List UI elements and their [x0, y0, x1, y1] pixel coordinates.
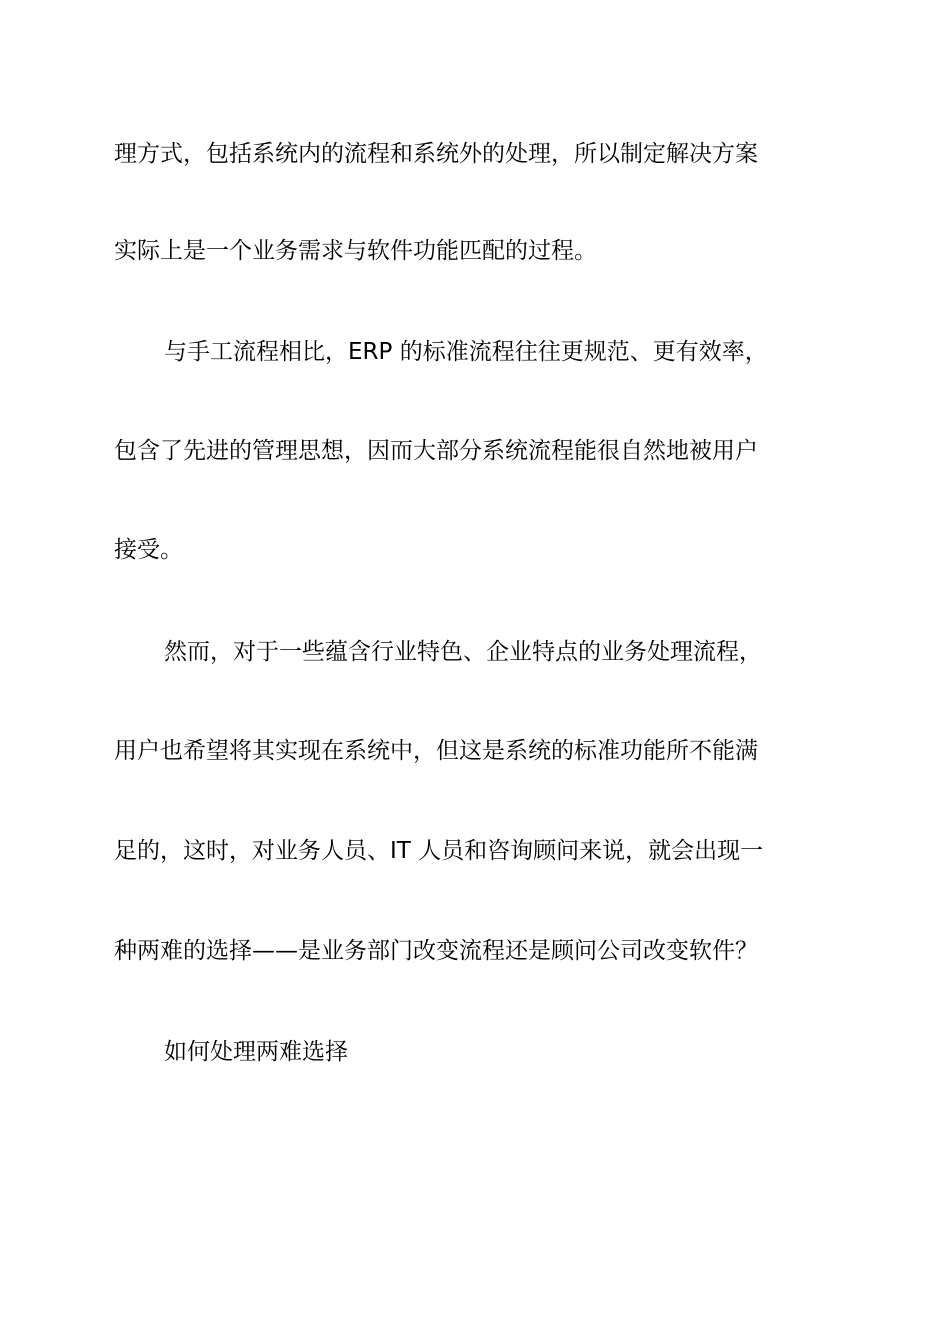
- paragraph-line: 包含了先进的管理思想，因而大部分系统流程能很自然地被用户: [114, 438, 758, 464]
- paragraph-line: 用户也希望将其实现在系统中，但这是系统的标准功能所不能满: [114, 738, 758, 764]
- paragraph-line: 理方式，包括系统内的流程和系统外的处理，所以制定解决方案: [114, 141, 758, 167]
- paragraph-line: 与手工流程相比，ERP 的标准流程往往更规范、更有效率，: [164, 339, 768, 365]
- paragraph-line: 然而，对于一些蕴含行业特色、企业特点的业务处理流程，: [164, 639, 762, 665]
- section-heading: 如何处理两难选择: [164, 1039, 348, 1065]
- paragraph-line: 足的，这时，对业务人员、IT 人员和咨询顾问来说，就会出现一: [114, 838, 764, 864]
- paragraph-line: 接受。: [114, 537, 183, 563]
- paragraph-line: 种两难的选择——是业务部门改变流程还是顾问公司改变软件？: [114, 938, 758, 964]
- paragraph-line: 实际上是一个业务需求与软件功能匹配的过程。: [114, 238, 597, 264]
